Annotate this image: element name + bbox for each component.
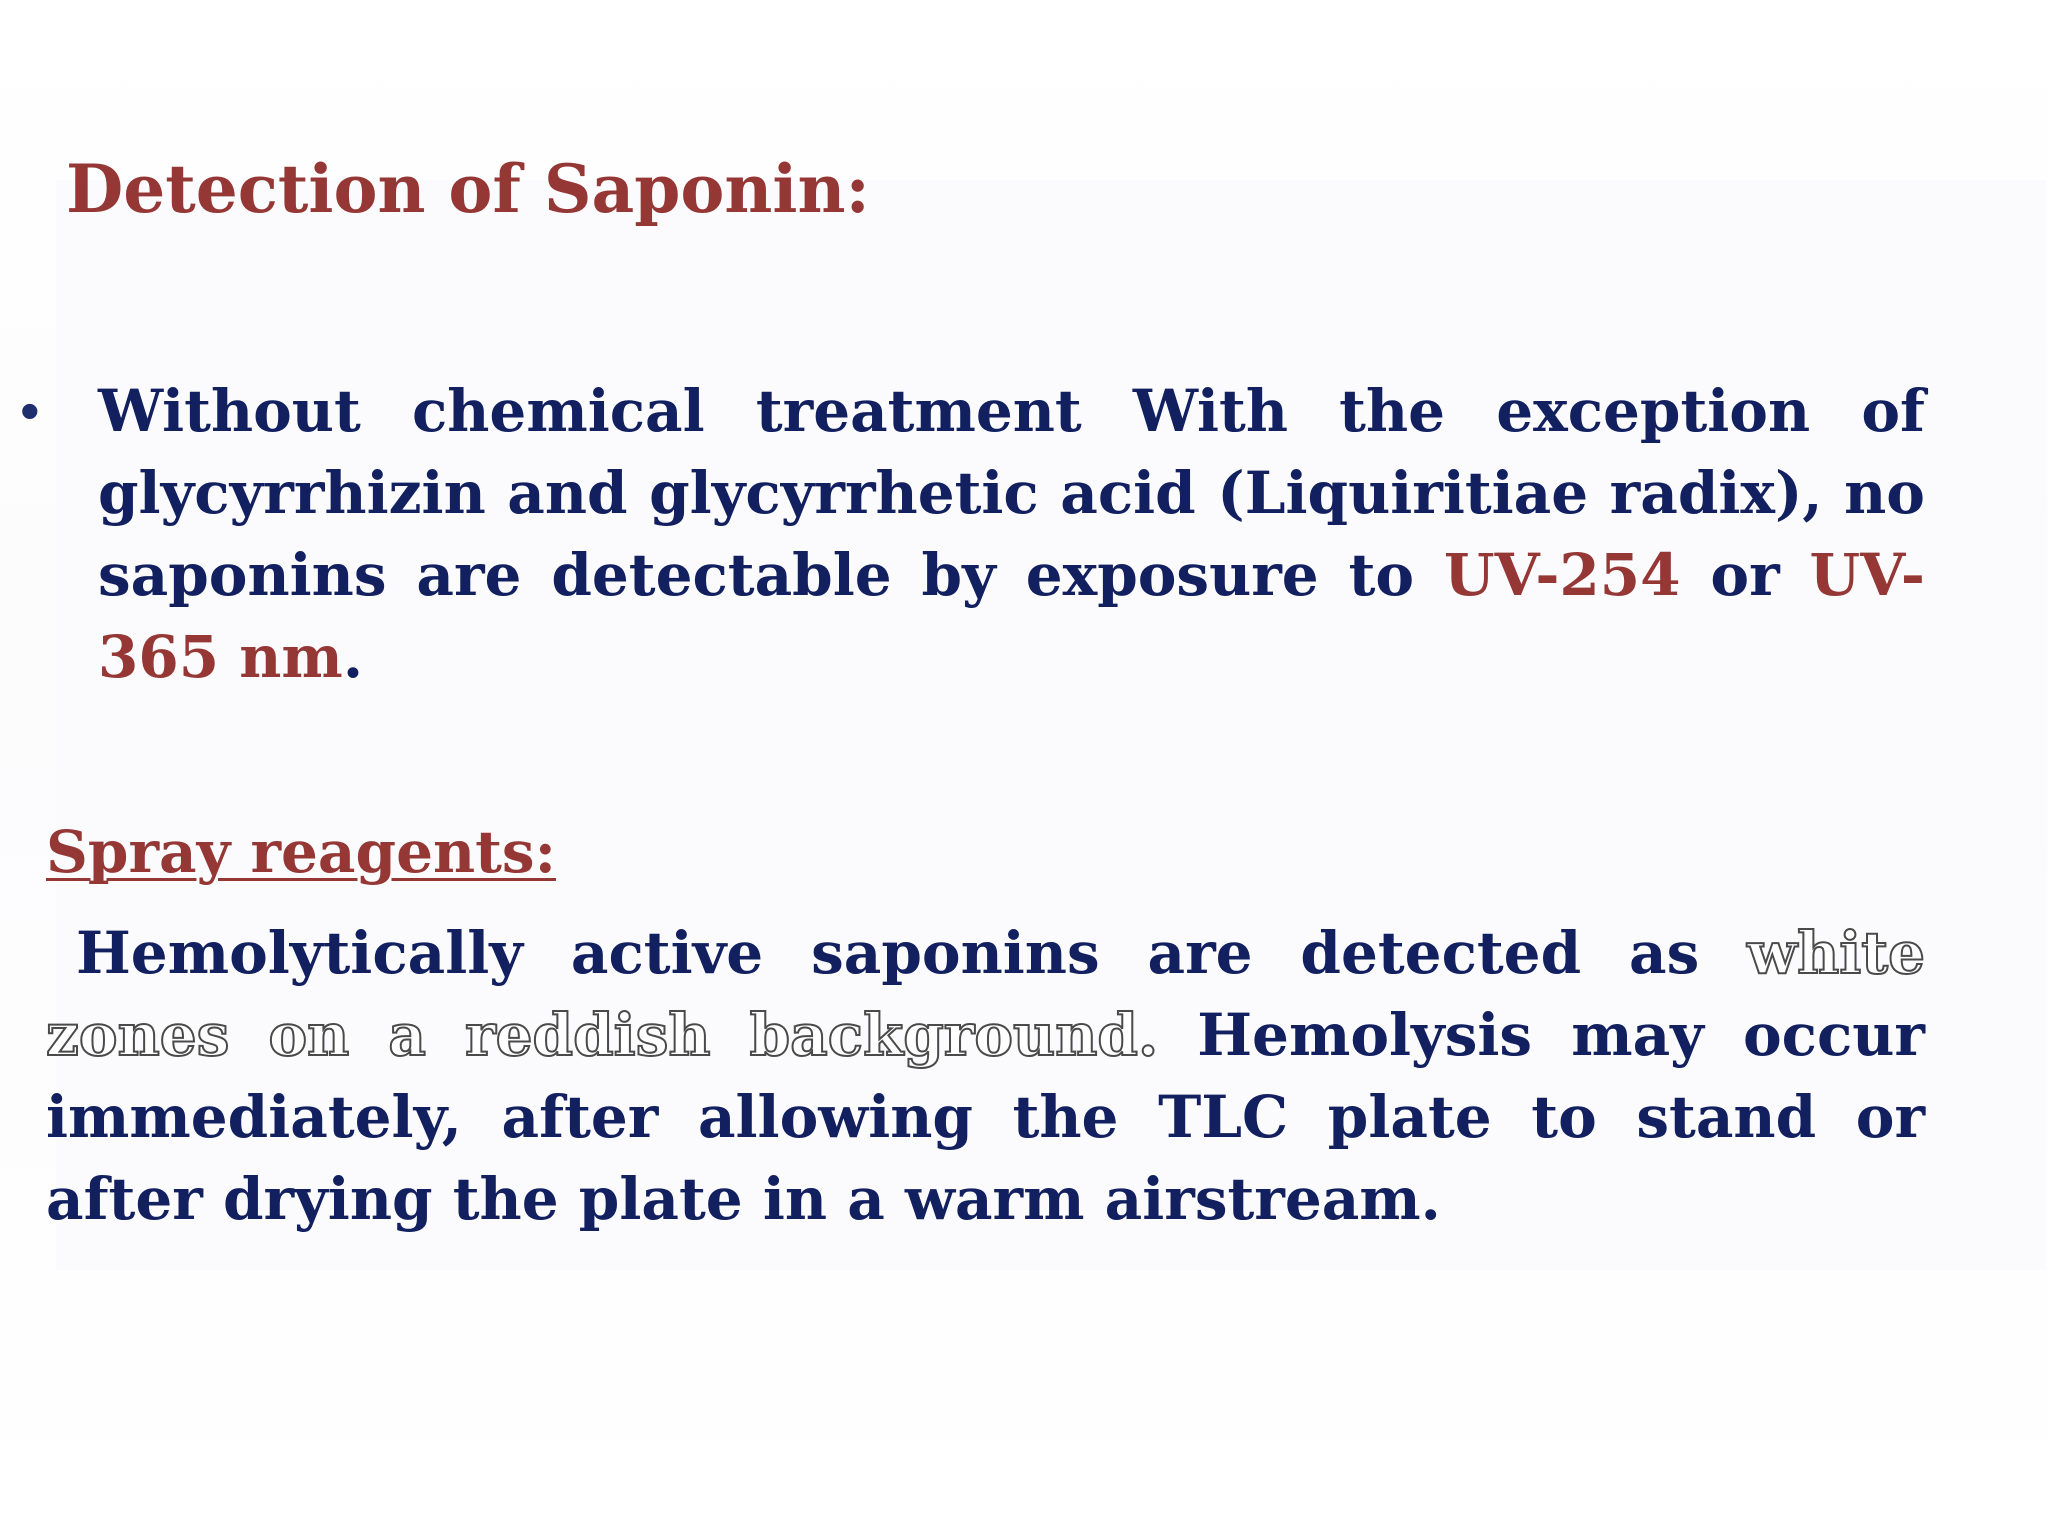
bullet-text: [98, 370, 1925, 698]
outlined-period: .: [1137, 1001, 1159, 1069]
spray-reagents-paragraph: [46, 912, 1925, 1240]
uv-254-label: UV-254: [1443, 541, 1681, 609]
bullet-text-main: Without chemical treatment With the exception of glycyrrhizin and glycyrrhetic acid (Liquiritiae radix), no saponins are detectable by exposure to: [98, 377, 1925, 609]
bullet-text-or: or: [1680, 541, 1810, 609]
paragraph-text-2: Hemolysis may occur immediately, after allowing the TLC plate to stand or after drying the plate in a warm airstream.: [46, 1001, 1925, 1233]
uv-365-label: UV-365 nm: [98, 541, 1925, 691]
spray-reagents-heading: Spray reagents:: [46, 818, 556, 886]
slide-title: Detection of Saponin:: [66, 150, 870, 228]
outlined-phrase: white zones on a reddish background: [46, 919, 1925, 1069]
bullet-icon: •: [20, 379, 40, 442]
bullet-item: [20, 370, 1925, 698]
bullet-text-end: .: [342, 623, 364, 691]
paragraph-text-1: Hemolytically active saponins are detected as: [76, 919, 1748, 987]
